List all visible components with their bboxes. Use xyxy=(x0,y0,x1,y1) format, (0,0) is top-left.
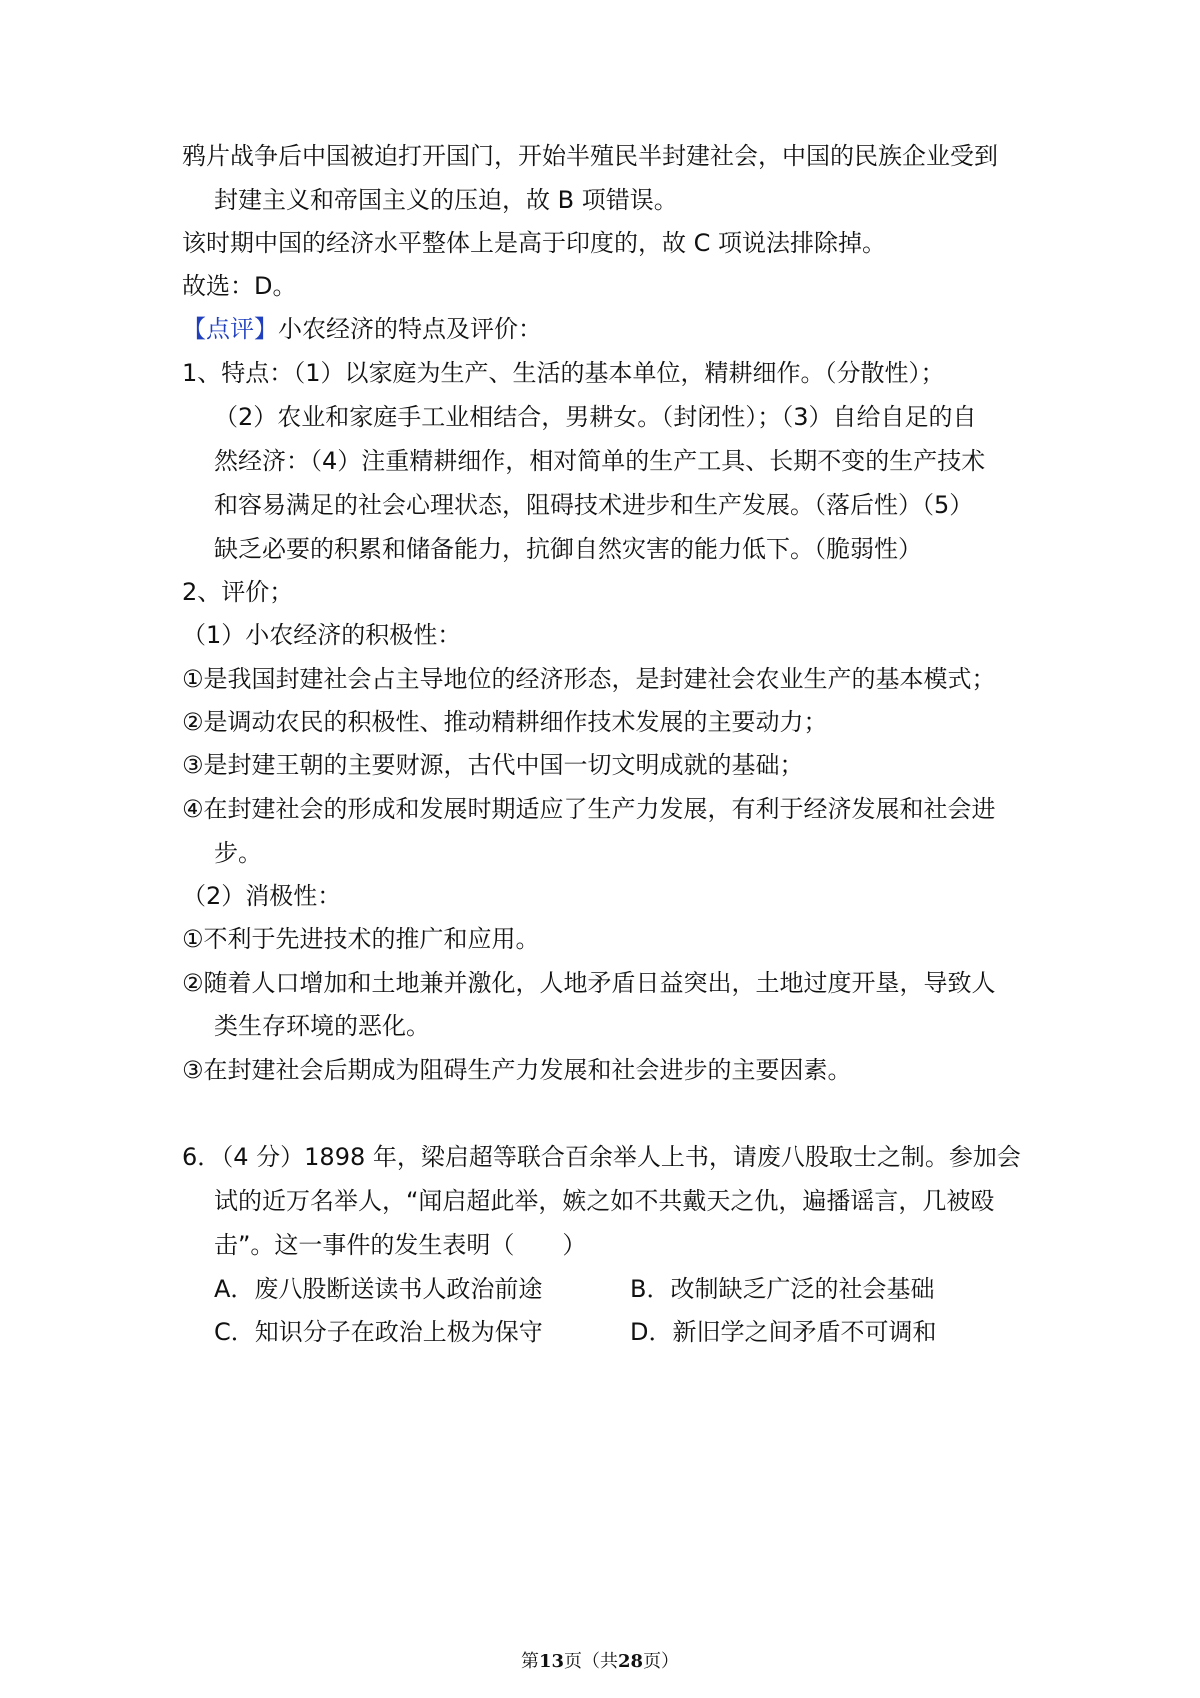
text-line: 和容易满足的社会心理状态，阻碍技术进步和生产发展。（落后性）（5） xyxy=(214,491,974,519)
text-line: 缺乏必要的积累和储备能力，抗御自然灾害的能力低下。（脆弱性） xyxy=(214,535,922,563)
text-line: ②随着人口增加和土地兼并激化，人地矛盾日益突出，土地过度开垦，导致人 xyxy=(182,969,996,997)
text-line: ①是我国封建社会占主导地位的经济形态，是封建社会农业生产的基本模式； xyxy=(182,665,996,693)
footer-page-number: 13 xyxy=(538,1651,564,1672)
question-stem: 击”。这一事件的发生表明（ ） xyxy=(214,1231,587,1259)
footer-suffix: 页） xyxy=(643,1651,680,1672)
text-line: 2、评价； xyxy=(182,578,294,606)
text-line: 1、特点：（1）以家庭为生产、生活的基本单位，精耕细作。（分散性）； xyxy=(182,359,945,387)
option-c: C．知识分子在政治上极为保守 xyxy=(214,1318,543,1346)
text-line: ①不利于先进技术的推广和应用。 xyxy=(182,925,540,953)
text-line: 故选：D。 xyxy=(182,272,297,300)
text-line: ③是封建王朝的主要财源，古代中国一切文明成就的基础； xyxy=(182,751,804,779)
footer-prefix: 第 xyxy=(520,1651,539,1672)
option-d: D．新旧学之间矛盾不可调和 xyxy=(630,1318,937,1346)
text-line: （2）消极性： xyxy=(182,882,342,910)
text-line: 该时期中国的经济水平整体上是高于印度的，故 C 项说法排除掉。 xyxy=(182,229,887,257)
text-line: （1）小农经济的积极性： xyxy=(182,621,462,649)
comment-tag: 【点评】 xyxy=(182,315,278,343)
comment-text: 小农经济的特点及评价： xyxy=(278,315,542,343)
text-line: 鸦片战争后中国被迫打开国门，开始半殖民半封建社会，中国的民族企业受到 xyxy=(182,142,998,170)
footer-total-pages: 28 xyxy=(618,1651,644,1672)
page-footer xyxy=(0,1650,1200,1674)
text-line: 类生存环境的恶化。 xyxy=(214,1012,430,1040)
footer-mid: 页（共 xyxy=(564,1651,618,1672)
text-line: （2）农业和家庭手工业相结合，男耕女。（封闭性）；（3）自给自足的自 xyxy=(214,403,977,431)
question-stem: 6．（4 分）1898 年，梁启超等联合百余举人上书，请废八股取士之制。参加会 xyxy=(182,1143,1021,1171)
comment-line xyxy=(182,313,1042,345)
text-line: ③在封建社会后期成为阻碍生产力发展和社会进步的主要因素。 xyxy=(182,1056,852,1084)
text-line: ④在封建社会的形成和发展时期适应了生产力发展，有利于经济发展和社会进 xyxy=(182,795,996,823)
option-a: A．废八股断送读书人政治前途 xyxy=(214,1275,543,1303)
text-line: 然经济：（4）注重精耕细作，相对简单的生产工具、长期不变的生产技术 xyxy=(214,447,986,475)
option-b: B．改制缺乏广泛的社会基础 xyxy=(630,1275,935,1303)
text-line: 封建主义和帝国主义的压迫，故 B 项错误。 xyxy=(214,186,678,214)
text-line: 步。 xyxy=(214,839,262,867)
text-line: ②是调动农民的积极性、推动精耕细作技术发展的主要动力； xyxy=(182,708,828,736)
question-stem: 试的近万名举人，“闻启超此举，嫉之如不共戴天之仇，遍播谣言，几被殴 xyxy=(214,1187,995,1215)
